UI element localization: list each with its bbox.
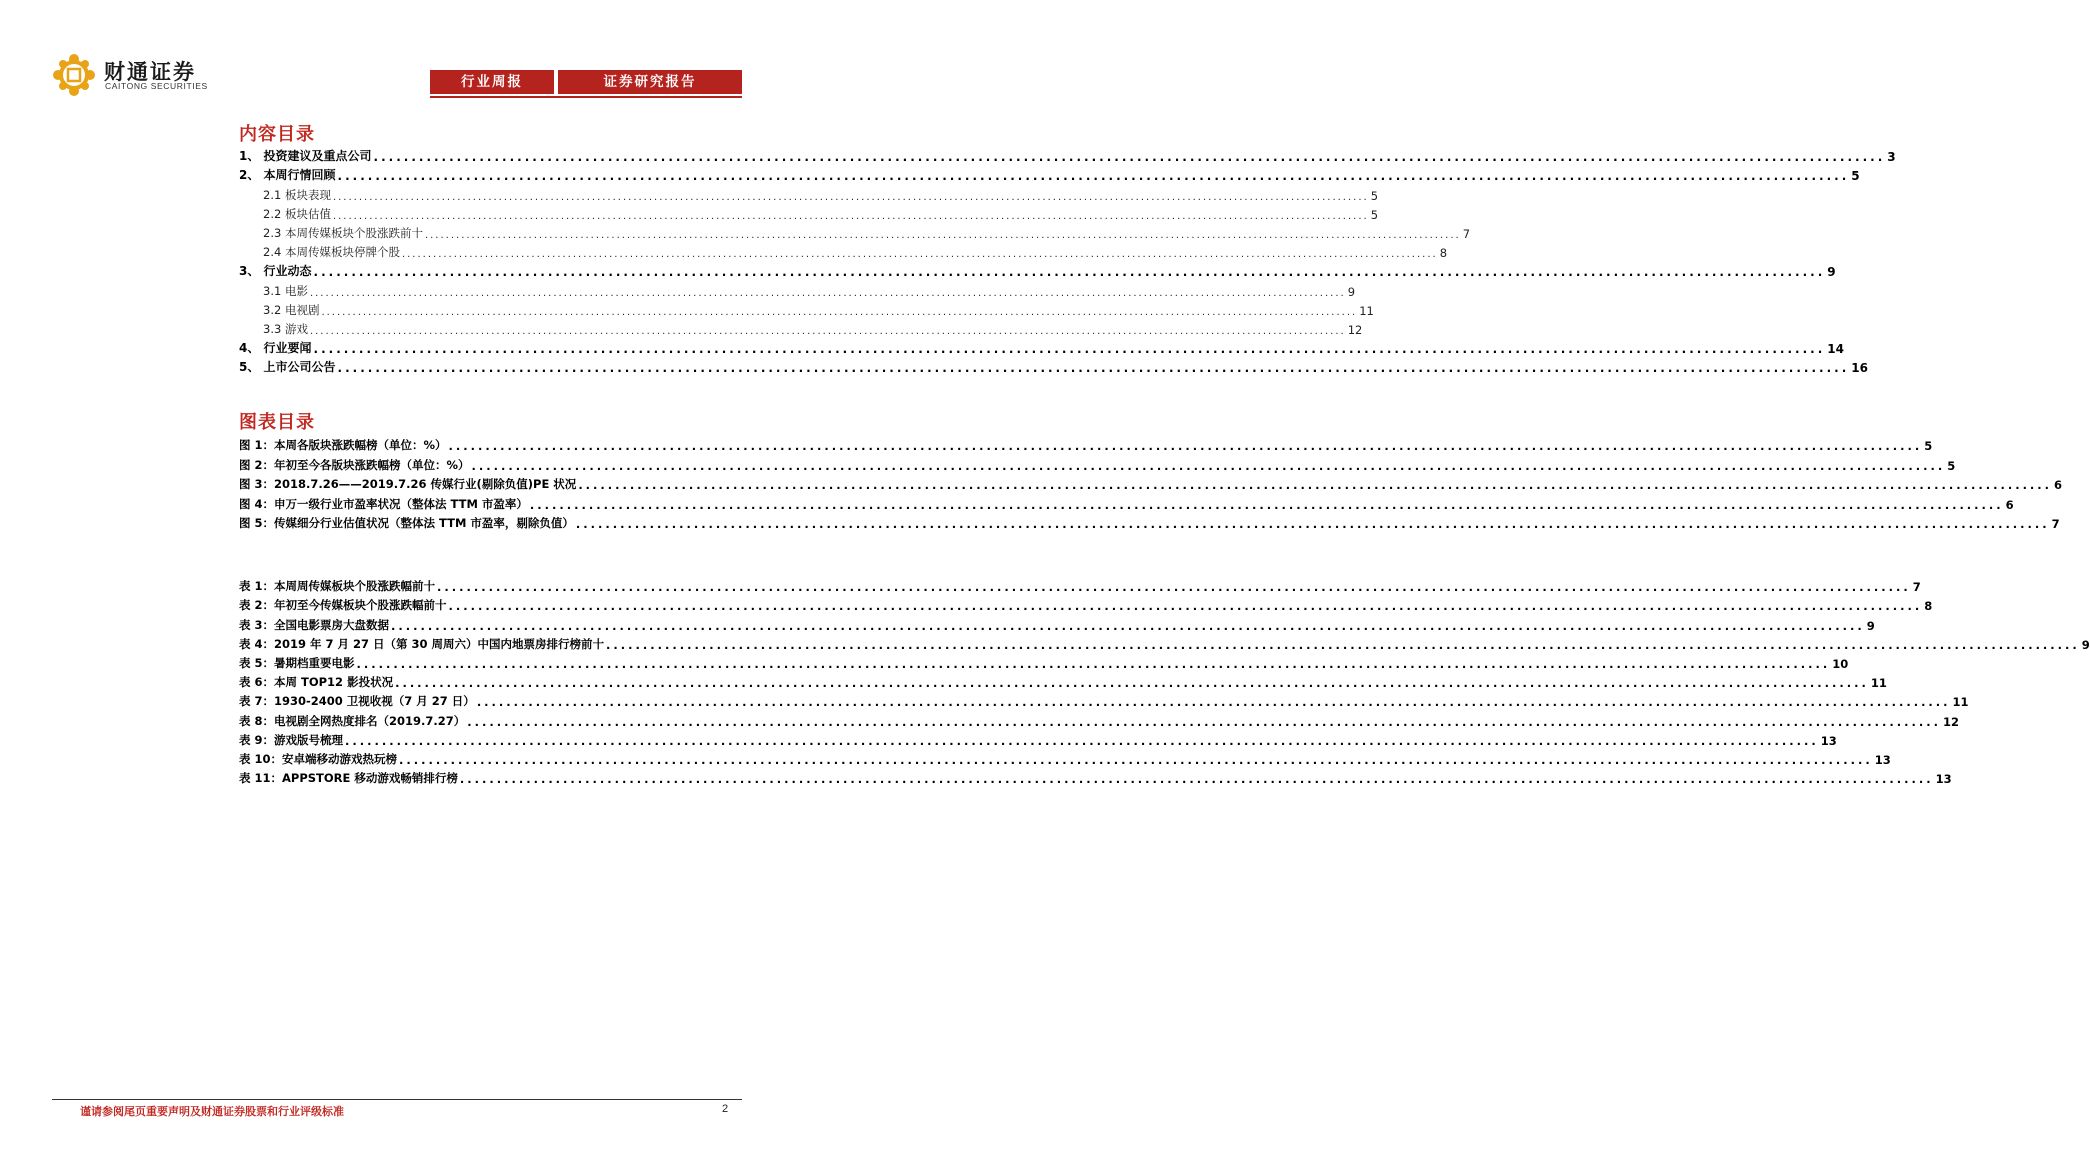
footer-disclaimer: 谨请参阅尾页重要声明及财通证券股票和行业评级标准 <box>80 1105 344 1118</box>
toc-entry-text: 表 2：年初至今传媒板块个股涨跌幅前十 <box>239 598 447 613</box>
logo-chinese-name: 财通证券 <box>104 60 196 84</box>
dot-leader: ........................................................................................................................................................................................................ <box>471 458 1946 473</box>
toc-entry[interactable] <box>239 164 1860 184</box>
company-logo <box>52 54 222 96</box>
dot-leader: ........................................................................................................................................................................................................ <box>337 361 1850 376</box>
toc-entry[interactable] <box>239 729 1837 748</box>
header-tab-weekly: 行业周报 <box>430 70 554 94</box>
dot-leader: ........................................................................................................................................................................................................ <box>337 169 1850 184</box>
toc-entry-text: 表 8：电视剧全网热度排名（2019.7.27） <box>239 713 466 728</box>
dot-leader: ........................................................................................................................................................................................................ <box>437 580 1911 595</box>
toc-entry[interactable] <box>239 473 2063 493</box>
dot-leader: ........................................................................................................................................................................................................ <box>448 439 1923 454</box>
dot-leader: ........................................................................................................................................................................................................ <box>476 695 1951 710</box>
toc-entry-text: 表 9：游戏版号梳理 <box>239 732 344 747</box>
toc-entry-text: 2、 本周行情回顾 <box>239 168 336 183</box>
toc-entry-text: 图 1：本周各版块涨跌幅榜（单位：%） <box>239 438 447 453</box>
toc-entry-text: 表 3：全国电影票房大盘数据 <box>239 617 390 632</box>
toc-entry-text: 表 6：本周 TOP12 影投状况 <box>239 675 394 690</box>
dot-leader: ........................................................................................................................................................................................................ <box>332 210 1369 222</box>
dot-leader: ........................................................................................................................................................................................................ <box>332 191 1369 203</box>
toc-list <box>239 145 1896 376</box>
toc-entry[interactable] <box>239 356 1868 376</box>
toc-entry-text: 表 4：2019 年 7 月 27 日（第 30 周周六）中国内地票房排行榜前十 <box>239 636 605 651</box>
toc-entry-text: 2.1 板块表现 <box>263 187 331 202</box>
caitong-logo-icon <box>52 54 96 96</box>
toc-entry-page: 5 <box>1924 439 1933 454</box>
dot-leader: ........................................................................................................................................................................................................ <box>459 772 1934 787</box>
toc-entry-text: 1、 投资建议及重点公司 <box>239 149 372 164</box>
logo-english-name: CAITONG SECURITIES <box>105 81 208 91</box>
toc-entry[interactable] <box>239 145 1896 165</box>
dot-leader: ........................................................................................................................................................................................................ <box>309 325 1346 337</box>
toc-entry[interactable] <box>239 337 1844 357</box>
toc-entry-text: 5、 上市公司公告 <box>239 360 336 375</box>
toc-entry[interactable] <box>239 633 2090 652</box>
toc-entry-text: 2.3 本周传媒板块个股涨跌前十 <box>263 225 423 240</box>
page-number: 2 <box>722 1103 729 1115</box>
toc-entry[interactable] <box>239 260 1836 280</box>
toc-entry-page: 5 <box>1947 458 1956 473</box>
dot-leader: ........................................................................................................................................................................................................ <box>391 618 1865 633</box>
toc-entry-text: 3.3 游戏 <box>263 321 308 336</box>
toc-entry-text: 表 7：1930-2400 卫视收视（7 月 27 日） <box>239 694 475 709</box>
toc-entry[interactable] <box>239 203 1379 222</box>
toc-entry[interactable] <box>239 512 2060 531</box>
toc-entry[interactable] <box>239 671 1887 691</box>
toc-entry[interactable] <box>239 492 2014 512</box>
toc-entry-page: 6 <box>2054 478 2063 493</box>
toc-entry-page: 5 <box>1370 188 1379 203</box>
dot-leader: ........................................................................................................................................................................................................ <box>321 306 1358 318</box>
toc-entry-text: 图 5：传媒细分行业估值状况（整体法 TTM 市盈率，剔除负值） <box>239 515 574 530</box>
toc-entry[interactable] <box>239 453 1956 473</box>
toc-entry-text: 2.4 本周传媒板块停牌个股 <box>263 245 400 260</box>
toc-entry[interactable] <box>239 575 1921 595</box>
toc-entry-page: 3 <box>1887 150 1896 165</box>
toc-entry-page: 9 <box>1347 284 1356 299</box>
toc-entry-page: 12 <box>1943 714 1960 729</box>
dot-leader: ........................................................................................................................................................................................................ <box>578 478 2053 493</box>
dot-leader: ........................................................................................................................................................................................................ <box>399 752 1873 767</box>
toc-entry-page: 14 <box>1827 342 1844 357</box>
toc-entry[interactable] <box>239 222 1471 241</box>
dot-leader: ........................................................................................................................................................................................................ <box>345 733 1819 748</box>
dot-leader: ........................................................................................................................................................................................................ <box>313 342 1826 357</box>
toc-entry[interactable] <box>239 613 1875 633</box>
toc-entry-page: 12 <box>1347 322 1363 337</box>
toc-entry-page: 9 <box>1866 618 1875 633</box>
header-divider <box>430 96 742 98</box>
toc-entry[interactable] <box>239 690 1969 710</box>
toc-entry-page: 9 <box>1827 265 1836 280</box>
toc-entry-text: 表 10：安卓端移动游戏热玩榜 <box>239 751 398 766</box>
toc-entry-page: 10 <box>1832 656 1849 671</box>
dot-leader: ........................................................................................................................................................................................................ <box>309 287 1346 299</box>
tables-list <box>239 575 2090 787</box>
toc-entry-page: 9 <box>2081 637 2090 652</box>
figures-list <box>239 434 2063 531</box>
toc-entry-page: 8 <box>1924 599 1933 614</box>
toc-entry-page: 13 <box>1935 772 1952 787</box>
toc-entry-text: 3、 行业动态 <box>239 264 312 279</box>
dot-leader: ........................................................................................................................................................................................................ <box>373 150 1886 165</box>
toc-entry[interactable] <box>239 594 1933 614</box>
toc-entry-page: 5 <box>1851 169 1860 184</box>
toc-entry-page: 13 <box>1820 733 1837 748</box>
toc-entry[interactable] <box>239 767 1952 787</box>
toc-entry-text: 2.2 板块估值 <box>263 206 331 221</box>
toc-entry[interactable] <box>239 434 1933 454</box>
toc-entry[interactable] <box>239 241 1448 261</box>
toc-entry-page: 6 <box>2005 497 2014 512</box>
toc-entry-page: 16 <box>1851 361 1868 376</box>
toc-entry-text: 表 5：暑期档重要电影 <box>239 655 355 670</box>
dot-leader: ........................................................................................................................................................................................................ <box>448 599 1923 614</box>
toc-title: 内容目录 <box>239 124 315 145</box>
dot-leader: ........................................................................................................................................................................................................ <box>467 714 1941 729</box>
toc-entry-page: 7 <box>1912 580 1921 595</box>
dot-leader: ........................................................................................................................................................................................................ <box>401 249 1438 261</box>
toc-entry[interactable] <box>239 183 1379 203</box>
dot-leader: ........................................................................................................................................................................................................ <box>529 497 2004 512</box>
toc-entry[interactable] <box>239 709 1960 729</box>
toc-entry-text: 表 1：本周周传媒板块个股涨跌幅前十 <box>239 579 436 594</box>
toc-entry[interactable] <box>239 748 1891 767</box>
header-tab-report-type: 证券研究报告 <box>558 70 742 94</box>
toc-entry-text: 图 3：2018.7.26——2019.7.26 传媒行业(剔除负值)PE 状况 <box>239 477 577 492</box>
toc-entry-text: 表 11：APPSTORE 移动游戏畅销排行榜 <box>239 771 458 786</box>
toc-entry-text: 图 2：年初至今各版块涨跌幅榜（单位：%） <box>239 457 470 472</box>
toc-entry-text: 3.2 电视剧 <box>263 302 320 317</box>
toc-entry-text: 4、 行业要闻 <box>239 341 312 356</box>
toc-entry-page: 13 <box>1874 752 1891 767</box>
toc-entry-page: 7 <box>2051 516 2060 531</box>
toc-entry-page: 7 <box>1462 226 1471 241</box>
figures-title: 图表目录 <box>239 412 315 433</box>
toc-entry-page: 11 <box>1359 303 1374 318</box>
dot-leader: ........................................................................................................................................................................................................ <box>424 229 1461 241</box>
dot-leader: ........................................................................................................................................................................................................ <box>313 265 1826 280</box>
dot-leader: ........................................................................................................................................................................................................ <box>395 676 1869 691</box>
toc-entry-page: 11 <box>1952 695 1969 710</box>
toc-entry[interactable] <box>239 318 1363 337</box>
dot-leader: ........................................................................................................................................................................................................ <box>606 637 2080 652</box>
toc-entry[interactable] <box>239 299 1374 318</box>
toc-entry-page: 8 <box>1439 246 1448 261</box>
toc-entry-page: 5 <box>1370 207 1379 222</box>
toc-entry[interactable] <box>239 652 1849 671</box>
footer-divider <box>52 1099 742 1100</box>
toc-entry-text: 图 4：申万一级行业市盈率状况（整体法 TTM 市盈率） <box>239 496 528 511</box>
toc-entry-text: 3.1 电影 <box>263 283 308 298</box>
dot-leader: ........................................................................................................................................................................................................ <box>356 656 1831 671</box>
toc-entry[interactable] <box>239 279 1356 299</box>
toc-entry-page: 11 <box>1870 676 1887 691</box>
dot-leader: ........................................................................................................................................................................................................ <box>575 516 2050 531</box>
